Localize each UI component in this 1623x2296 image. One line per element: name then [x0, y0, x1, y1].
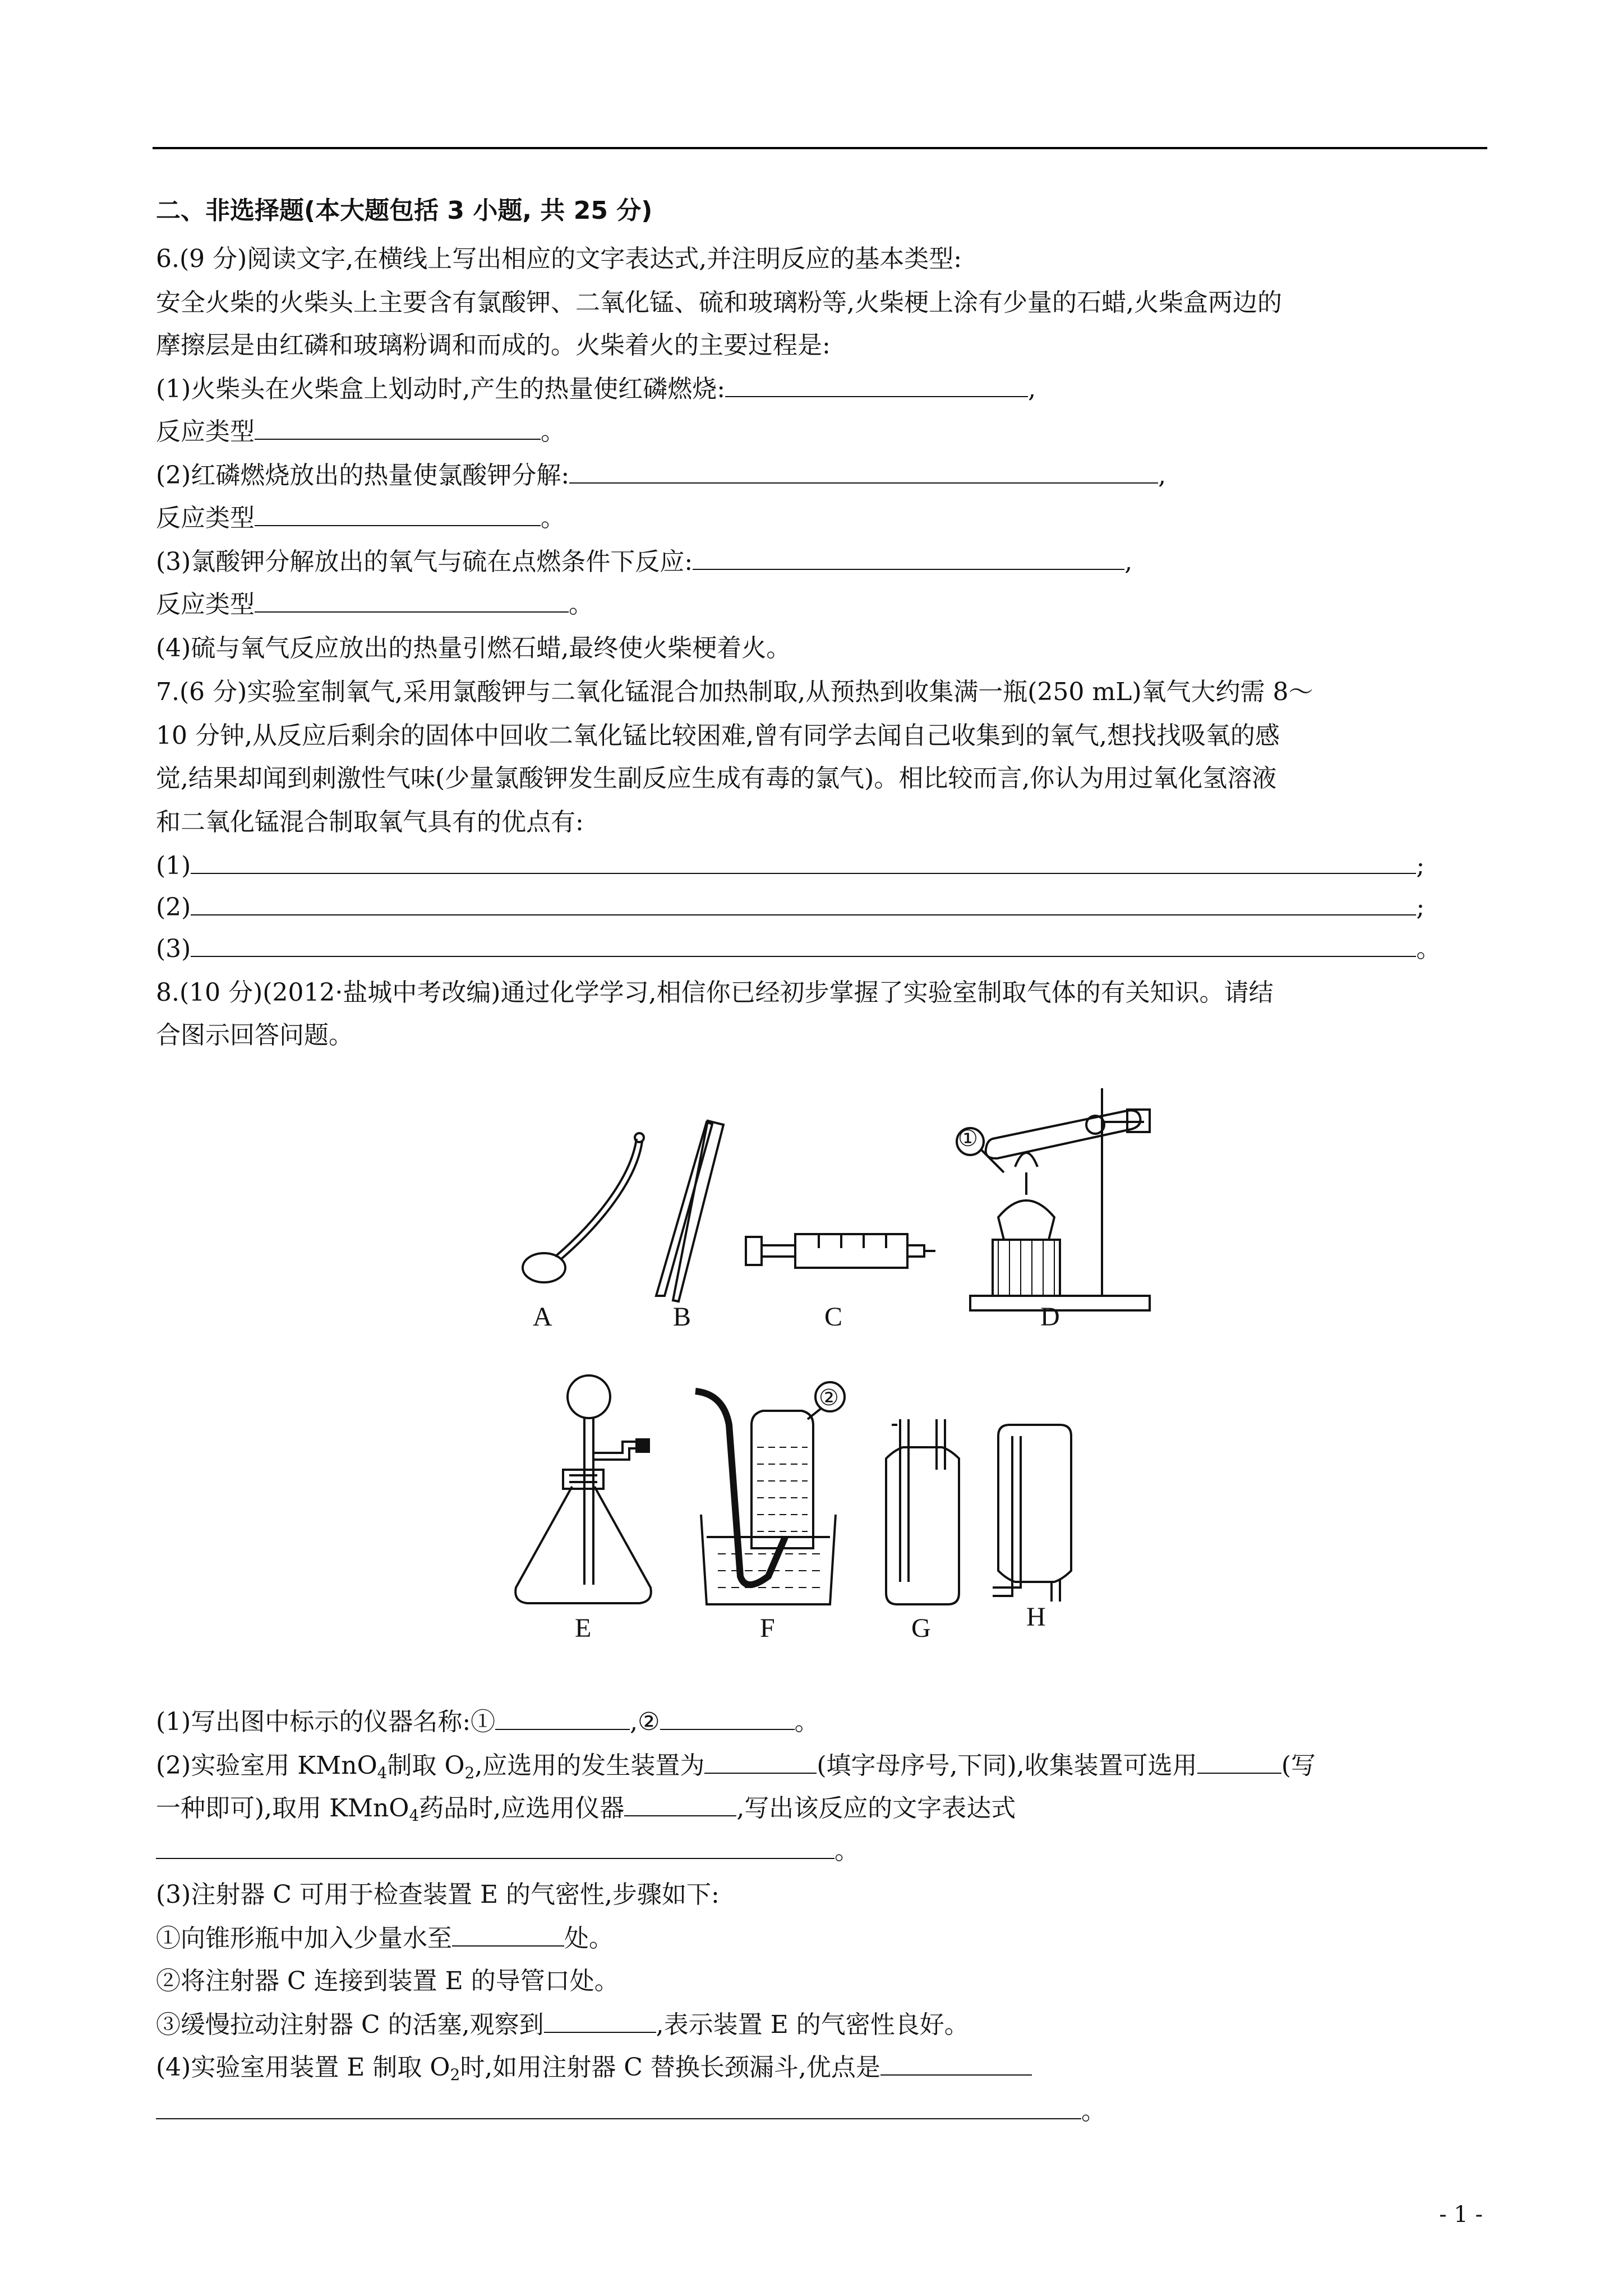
q6-part-1-text: (1)火柴头在火柴盒上划动时,产生的热量使红磷燃烧: [156, 375, 726, 403]
figure-label-h: H [1026, 1602, 1046, 1632]
reaction-type-label: 反应类型 [156, 417, 255, 446]
figure-marker-1: ① [958, 1126, 978, 1151]
q6-intro: 6.(9 分)阅读文字,在横线上写出相应的文字表达式,并注明反应的基本类型: [156, 245, 962, 273]
q8-blank-observation[interactable] [544, 2013, 656, 2033]
apparatus-c-syringe [746, 1234, 935, 1268]
q6-type-blank-3[interactable] [255, 592, 569, 613]
q8-sub-4-line-1 [156, 2051, 1032, 2085]
q6-part-2-text: (2)红磷燃烧放出的热量使氯酸钾分解: [156, 461, 570, 490]
apparatus-g-upward-collection [886, 1419, 959, 1604]
q8-blank-equation[interactable] [156, 1839, 834, 1859]
q6-period-3: 。 [569, 590, 593, 619]
header-rule [153, 147, 1487, 149]
figure-label-b: B [673, 1302, 691, 1332]
q6-type-2 [156, 501, 565, 535]
apparatus-figure [505, 1055, 1234, 1649]
q8-blank-instrument[interactable] [624, 1796, 736, 1816]
q6-comma-1: , [1028, 375, 1036, 403]
q7-semi-1: ; [1416, 852, 1425, 880]
q7-blank-1[interactable] [191, 854, 1416, 874]
section-title: 二、非选择题(本大题包括 3 小题, 共 25 分) [156, 196, 653, 225]
q8-blank-generator[interactable] [704, 1754, 817, 1774]
q6-type-3 [156, 588, 593, 622]
q8-sub-4-text-b: 时,如用注射器 C 替换长颈漏斗,优点是 [460, 2053, 880, 2082]
q8-sub-2-text-h: ,写出该反应的文字表达式 [736, 1794, 1016, 1823]
apparatus-a-spoon [523, 1133, 644, 1282]
q6-period-1: 。 [541, 417, 565, 446]
q8-blank-name-1[interactable] [495, 1710, 630, 1730]
q7-answer-3 [156, 932, 1441, 966]
subscript-2: 2 [464, 1764, 475, 1782]
apparatus-b-tweezers [656, 1121, 723, 1301]
q6-part-3-text: (3)氯酸钾分解放出的氧气与硫在点燃条件下反应: [156, 547, 693, 576]
q7-line-1: 7.(6 分)实验室制氧气,采用氯酸钾与二氧化锰混合加热制取,从预热到收集满一瓶(250 mL)氧气大约需 8～ [156, 678, 1313, 706]
q7-answer-1 [156, 849, 1424, 883]
q8-sub-2-line-2 [156, 1792, 1016, 1825]
q8-sub-4-line-2 [156, 2095, 1106, 2128]
q6-period-2: 。 [541, 504, 565, 532]
q7-blank-3[interactable] [191, 937, 1416, 957]
q8-sub-2-text-b: 制取 O [387, 1751, 465, 1780]
q8-sub-1-end: 。 [794, 1708, 819, 1736]
q8-sub-3-step-2: ②将注射器 C 连接到装置 E 的导管口处。 [156, 1967, 619, 1995]
q8-blank-advantage-2[interactable] [156, 2099, 1081, 2119]
q6-comma-3: , [1124, 547, 1133, 576]
q6-comma-2: , [1158, 461, 1166, 490]
reaction-type-label: 反应类型 [156, 590, 255, 619]
q7-semi-2: ; [1416, 893, 1425, 922]
q7-line-2: 10 分钟,从反应后剩余的固体中回收二氧化锰比较困难,曾有同学去闻自己收集到的氧气,想找找吸氧的感 [156, 721, 1280, 750]
q8-blank-water-level[interactable] [452, 1926, 564, 1947]
q8-step-3-end: ,表示装置 E 的气密性良好。 [656, 2010, 969, 2039]
q7-blank-2[interactable] [191, 895, 1416, 915]
q6-answer-blank-2[interactable] [569, 463, 1158, 484]
apparatus-f-water-collection [695, 1382, 845, 1604]
q8-sub-3-step-3 [156, 2008, 969, 2042]
q8-sub-2-text-d: (填字母序号,下同),收集装置可选用 [817, 1751, 1197, 1780]
figure-label-a: A [533, 1302, 552, 1332]
apparatus-h-downward-collection [993, 1425, 1071, 1602]
q8-sub-2-text-g: 药品时,应选用仪器 [419, 1794, 625, 1823]
q7-answer-2-num: (2) [156, 893, 191, 922]
q8-blank-advantage-1[interactable] [880, 2055, 1032, 2076]
q8-sub-4-end: 。 [1081, 2097, 1106, 2125]
figure-label-f: F [760, 1613, 775, 1643]
q8-line-2: 合图示回答问题。 [156, 1021, 353, 1050]
apparatus-d-heating-setup [957, 1088, 1150, 1310]
q6-type-1 [156, 415, 565, 449]
q8-blank-name-2[interactable] [660, 1710, 795, 1730]
q8-sub-2-text-f: 一种即可),取用 KMnO [156, 1794, 409, 1823]
figure-label-d: D [1040, 1302, 1060, 1332]
subscript-2: 2 [450, 2065, 460, 2084]
q8-line-1: 8.(10 分)(2012·盐城中考改编)通过化学学习,相信你已经初步掌握了实验室制取气体的有关知识。请结 [156, 978, 1274, 1007]
q8-sub-1-text: (1)写出图中标示的仪器名称:① [156, 1708, 496, 1736]
q8-step-3-text: ③缓慢拉动注射器 C 的活塞,观察到 [156, 2010, 544, 2039]
q6-part-1 [156, 372, 1036, 406]
q8-step-1-end: 处。 [564, 1924, 614, 1953]
q8-sub-2-text-a: (2)实验室用 KMnO [156, 1751, 377, 1780]
q6-part-2 [156, 459, 1166, 493]
reaction-type-label: 反应类型 [156, 504, 255, 532]
q8-sub-2-text-c: ,应选用的发生装置为 [474, 1751, 705, 1780]
apparatus-e-flask [515, 1375, 651, 1603]
figure-label-e: E [575, 1613, 592, 1643]
q6-text-2: 摩擦层是由红磷和玻璃粉调和而成的。火柴着火的主要过程是: [156, 331, 831, 360]
q8-sub-4-text-a: (4)实验室用装置 E 制取 O [156, 2053, 450, 2082]
q7-answer-1-num: (1) [156, 852, 191, 880]
q7-answer-2 [156, 891, 1424, 924]
q7-line-4: 和二氧化锰混合制取氧气具有的优点有: [156, 808, 584, 836]
q7-answer-3-num: (3) [156, 935, 191, 963]
figure-label-g: G [911, 1613, 931, 1643]
subscript-4: 4 [409, 1806, 419, 1825]
q7-period: 。 [1416, 935, 1441, 963]
q8-blank-collector[interactable] [1197, 1754, 1281, 1774]
q6-answer-blank-3[interactable] [693, 550, 1124, 570]
q8-sub-1-mid: ,② [630, 1708, 660, 1736]
q6-type-blank-2[interactable] [255, 506, 541, 526]
figure-marker-2: ② [819, 1385, 839, 1410]
q8-step-1-text: ①向锥形瓶中加入少量水至 [156, 1924, 452, 1953]
q8-sub-2-text-e: (写 [1281, 1751, 1316, 1780]
page-number: - 1 - [1439, 2202, 1483, 2228]
q8-sub-3-step-1 [156, 1922, 614, 1955]
figure-label-c: C [824, 1302, 843, 1332]
q8-sub-3-intro: (3)注射器 C 可用于检查装置 E 的气密性,步骤如下: [156, 1880, 720, 1909]
q7-line-3: 觉,结果却闻到刺激性气味(少量氯酸钾发生副反应生成有毒的氯气)。相比较而言,你认为用过氧化氢溶液 [156, 764, 1277, 793]
q6-type-blank-1[interactable] [255, 420, 541, 440]
q8-sub-2-line-3 [156, 1834, 859, 1868]
q6-part-4: (4)硫与氧气反应放出的热量引燃石蜡,最终使火柴梗着火。 [156, 634, 791, 662]
q6-text-1: 安全火柴的火柴头上主要含有氯酸钾、二氧化锰、硫和玻璃粉等,火柴梗上涂有少量的石蜡,火柴盒两边的 [156, 288, 1282, 317]
q8-sub-2-line-1 [156, 1749, 1316, 1783]
q8-sub-2-end: 。 [834, 1837, 859, 1865]
q8-sub-1 [156, 1705, 819, 1739]
q6-answer-blank-1[interactable] [725, 377, 1028, 397]
q6-part-3 [156, 545, 1132, 579]
subscript-4: 4 [377, 1764, 388, 1782]
